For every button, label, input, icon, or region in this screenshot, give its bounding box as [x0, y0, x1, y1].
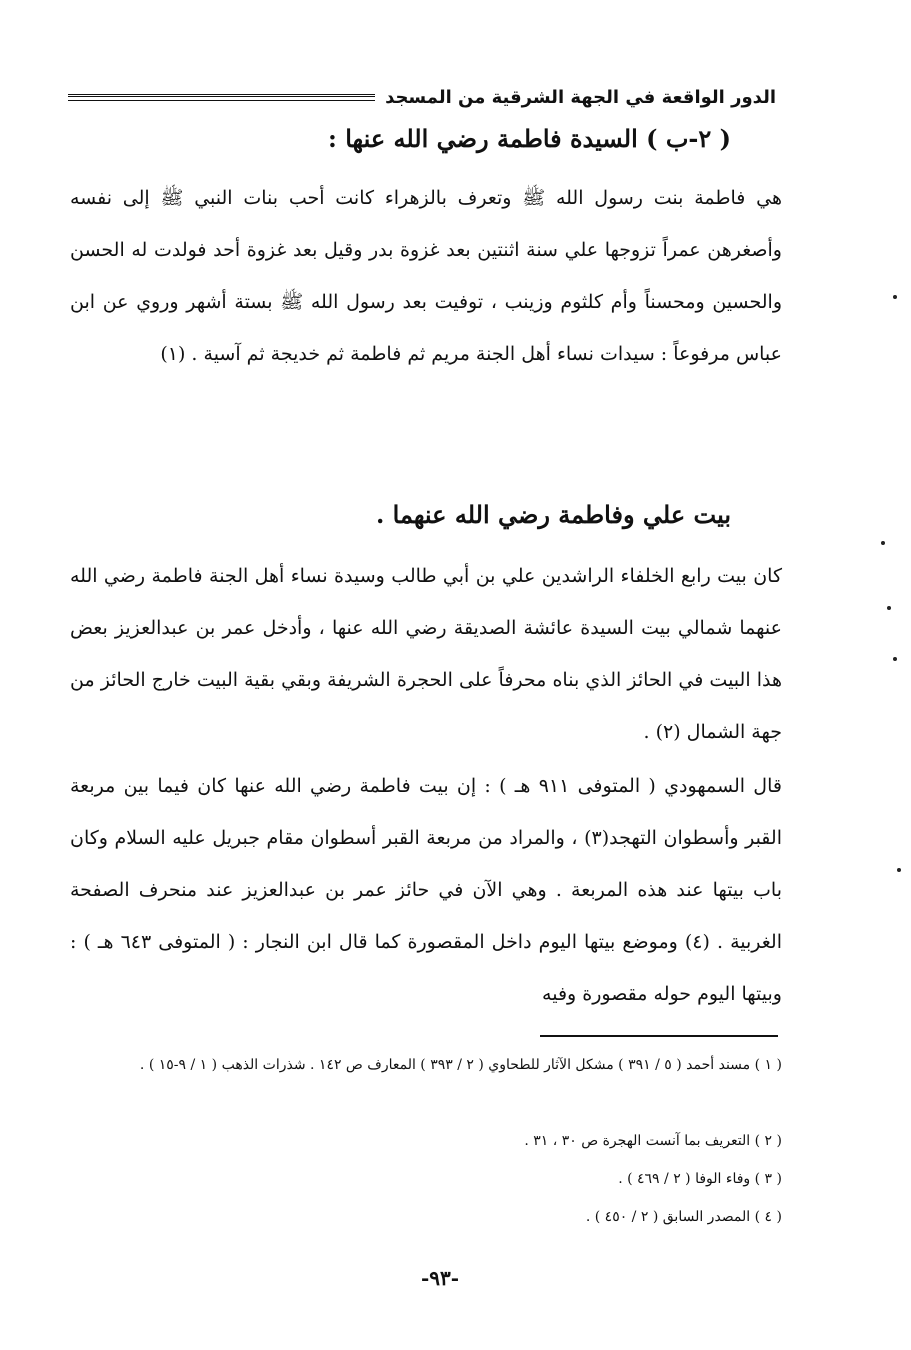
- scan-speck: [887, 606, 891, 610]
- scan-speck: [893, 657, 897, 661]
- running-header: [68, 84, 776, 110]
- paragraph-samhudi-quote: قال السمهودي ( المتوفى ٩١١ هـ ) : إن بيت فاطمة رضي الله عنها كان فيما بين مربعة القبر وأسطوان التهجد(٣) ، والمراد من مربعة القبر أسطوان مقام جبريل عليه السلام وكان باب بيتها عند هذه المربعة . وهي الآن في حائز عمر بن عبدالعزيز عند منحرف الصفحة الغربية . (٤) وموضع بيتها اليوم داخل المقصورة كما قال ابن النجار : ( المتوفى ٦٤٣ هـ ) : وبيتها اليوم حوله مقصورة وفيه: [70, 775, 782, 1005]
- footnote-1: ( ١ ) مسند أحمد ( ٥ / ٣٩١ ) مشكل الآثار للطحاوي ( ٢ / ٣٩٣ ) المعارف ص ١٤٢ . شذرات الذهب ( ١ / ٩-١٥ ) .: [139, 1057, 782, 1073]
- scan-speck: [881, 541, 885, 545]
- scan-speck: [897, 868, 901, 872]
- page-number: -٩٣-: [420, 1266, 460, 1290]
- paragraph-fatima-bio: هي فاطمة بنت رسول الله ﷺ وتعرف بالزهراء كانت أحب بنات النبي ﷺ إلى نفسه وأصغرهن عمراً تزوجها علي سنة اثنتين بعد غزوة بدر وقيل بعد غزوة أحد فولدت له الحسن والحسين ومحسناً وأم كلثوم وزينب ، توفيت بعد رسول الله ﷺ بستة أشهر وروي عن ابن عباس مرفوعاً : سيدات نساء أهل الجنة مريم ثم فاطمة ثم خديجة ثم آسية . (١): [70, 187, 782, 365]
- running-header-title: الدور الواقعة في الجهة الشرقية من المسجد: [385, 86, 776, 108]
- footnote-divider: [540, 1035, 778, 1037]
- scan-speck: [893, 295, 897, 299]
- header-rule: [68, 94, 375, 101]
- footnote-2: ( ٢ ) التعريف بما آنست الهجرة ص ٣٠ ، ٣١ .: [524, 1133, 782, 1149]
- paragraph-house-location: كان بيت رابع الخلفاء الراشدين علي بن أبي طالب وسيدة نساء أهل الجنة فاطمة رضي الله عنهما شمالي بيت السيدة عائشة الصديقة رضي الله عنها ، وأدخل عمر بن عبدالعزيز بعض هذا البيت في الحائز الذي بناه محرفاً على الحجرة الشريفة وبقي بقية البيت خارج الحائز من جهة الشمال (٢) .: [70, 565, 782, 743]
- section-heading-house: بيت علي وفاطمة رضي الله عنهما .: [375, 500, 731, 529]
- section-heading-fatima: ( ٢-ب ) السيدة فاطمة رضي الله عنها :: [327, 124, 731, 153]
- footnote-4: ( ٤ ) المصدر السابق ( ٢ / ٤٥٠ ) .: [585, 1209, 782, 1225]
- footnote-3: ( ٣ ) وفاء الوفا ( ٢ / ٤٦٩ ) .: [618, 1171, 782, 1187]
